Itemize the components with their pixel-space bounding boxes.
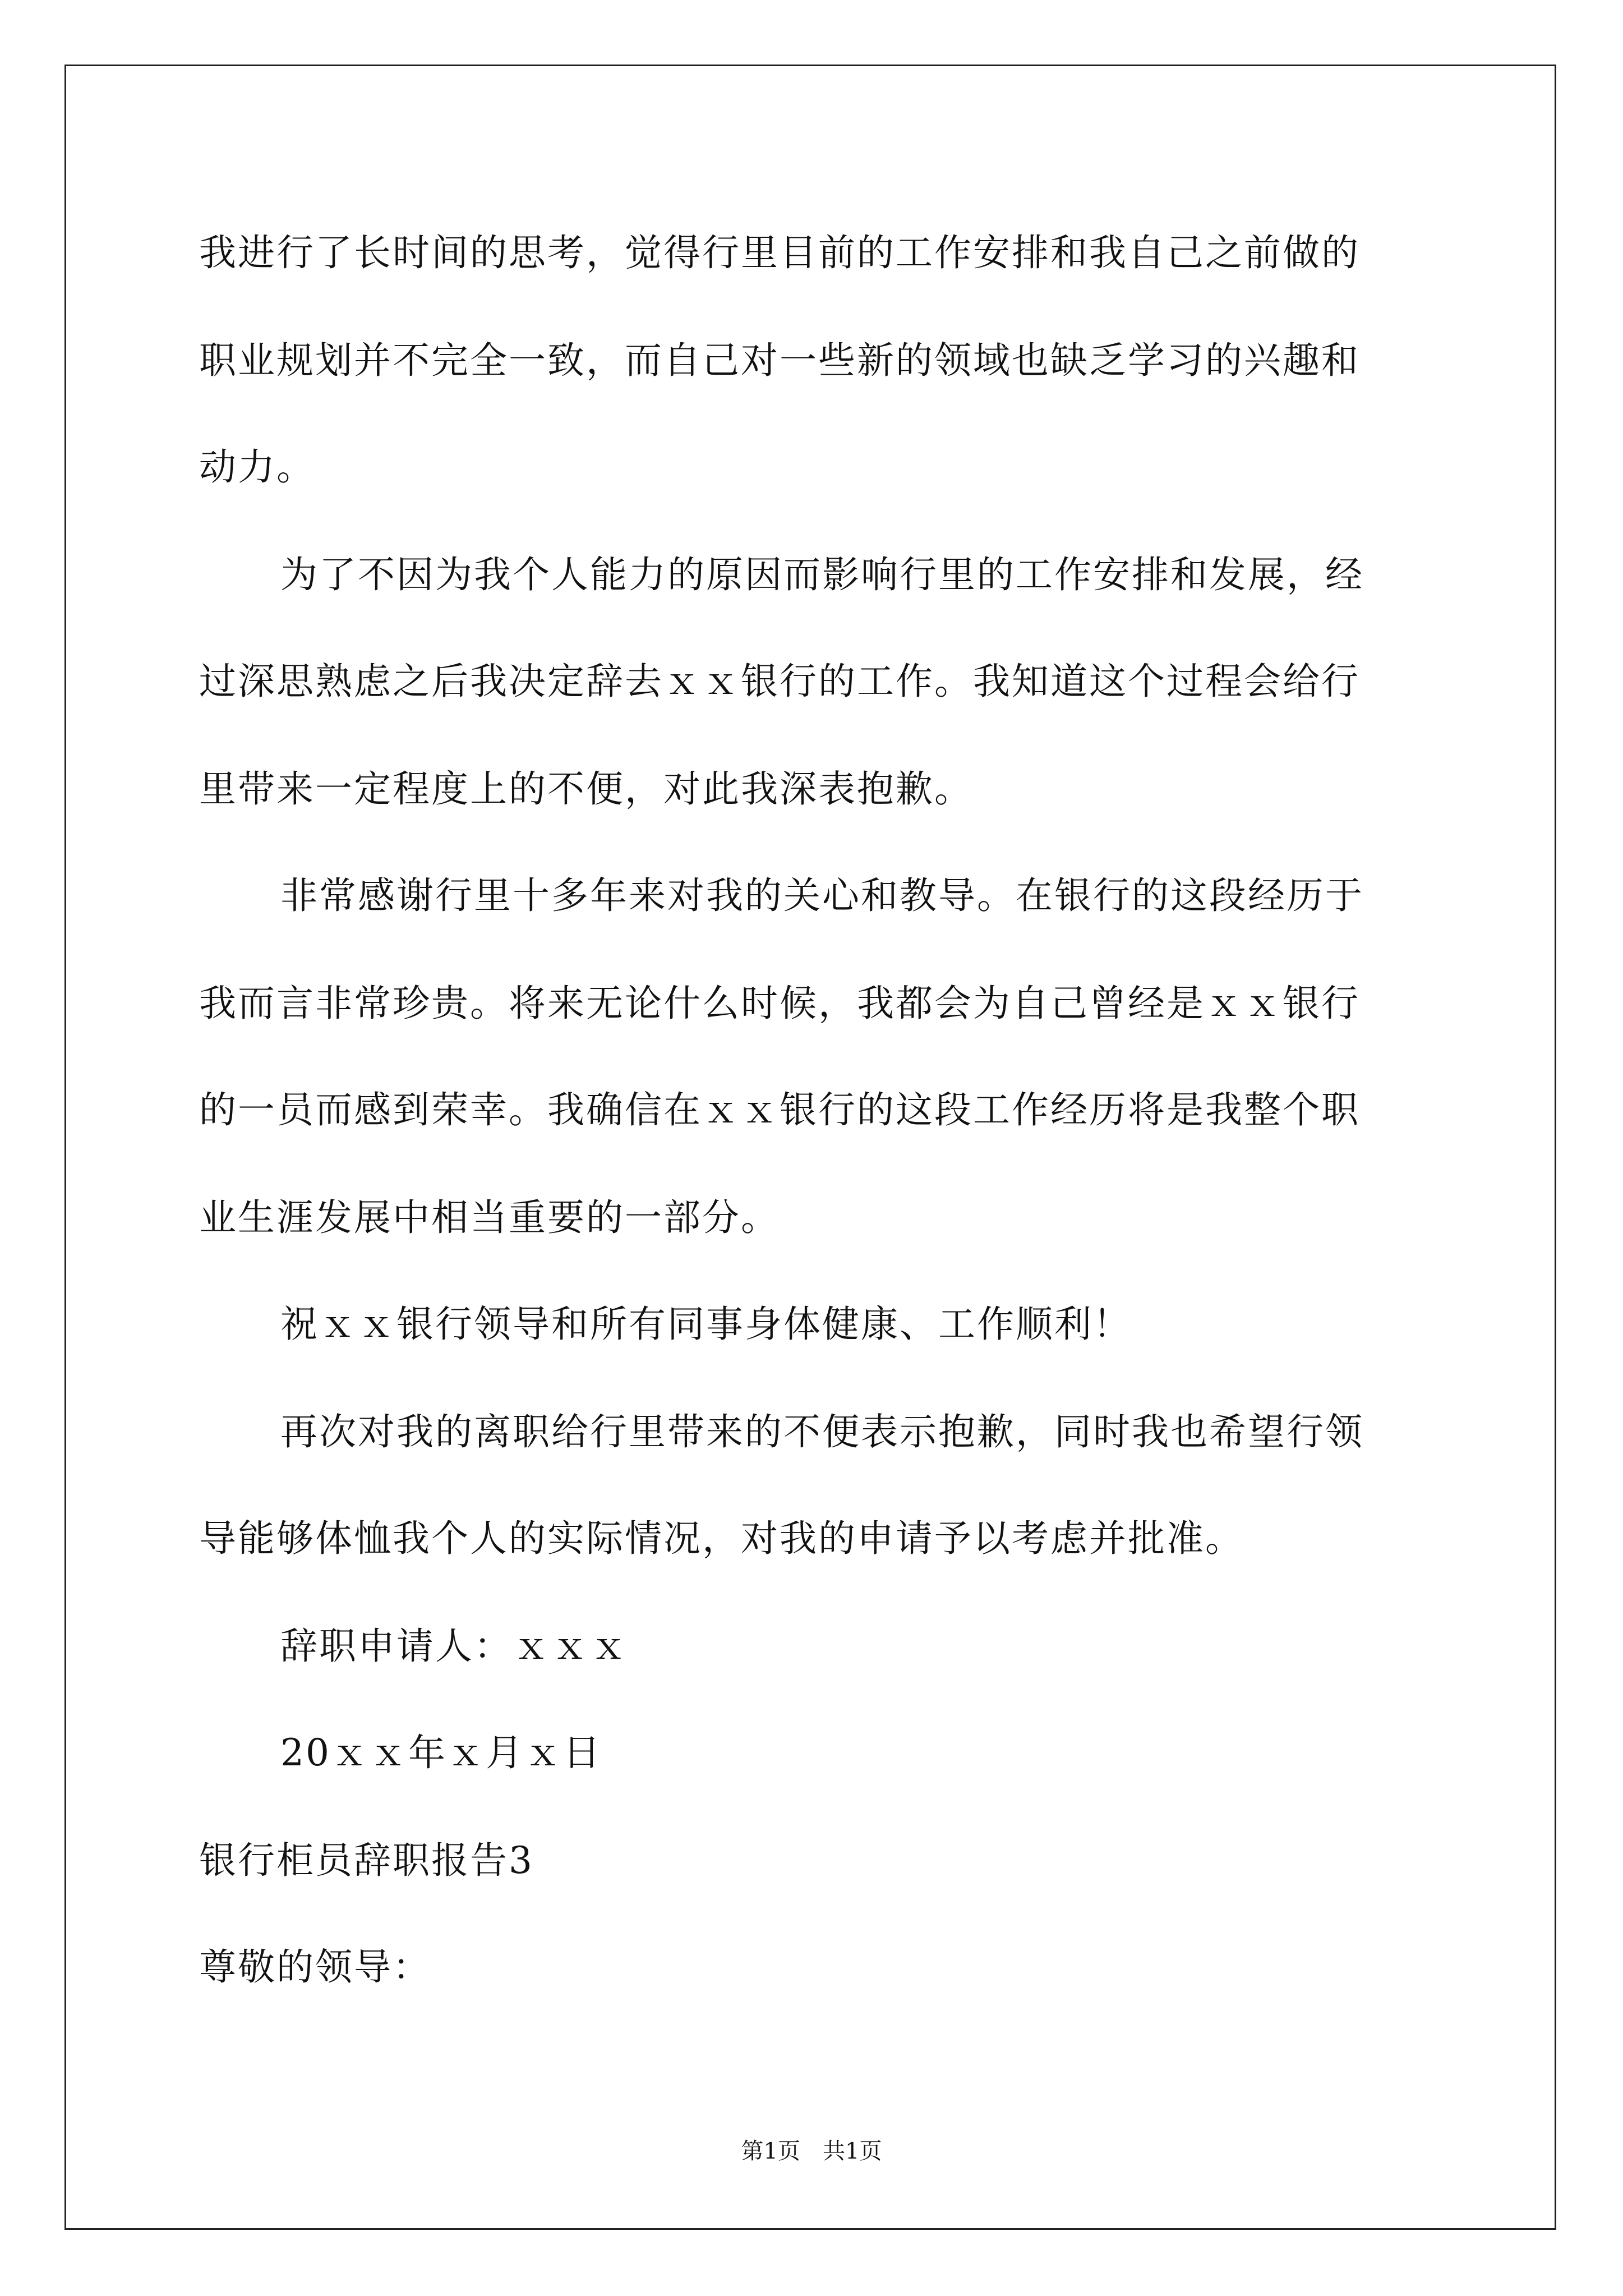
body-line: 过深思熟虑之后我决定辞去ｘｘ银行的工作。我知道这个过程会给行 [199,660,1360,703]
body-line: 祝ｘｘ银行领导和所有同事身体健康、工作顺利！ [280,1303,1132,1346]
body-line: 的一员而感到荣幸。我确信在ｘｘ银行的这段工作经历将是我整个职 [199,1088,1360,1131]
date-line: 20ｘｘ年ｘ月ｘ日 [280,1731,602,1774]
body-line: 里带来一定程度上的不便，对此我深表抱歉。 [199,767,973,811]
salutation: 尊敬的领导： [199,1945,431,1989]
body-line: 动力。 [199,445,315,489]
page-border [64,65,1556,2230]
body-line: 再次对我的离职给行里带来的不便表示抱歉，同时我也希望行领 [280,1410,1364,1453]
body-line: 业生涯发展中相当重要的一部分。 [199,1196,780,1239]
body-line: 导能够体恤我个人的实际情况，对我的申请予以考虑并批准。 [199,1517,1244,1560]
body-line: 非常感谢行里十多年来对我的关心和教导。在银行的这段经历于 [280,874,1364,917]
body-line: 为了不因为我个人能力的原因而影响行里的工作安排和发展，经 [280,553,1364,596]
body-line: 我而言非常珍贵。将来无论什么时候，我都会为自己曾经是ｘｘ银行 [199,982,1360,1025]
signature-line: 辞职申请人：ｘｘｘ [280,1625,629,1668]
body-line: 我进行了长时间的思考，觉得行里目前的工作安排和我自己之前做的 [199,231,1360,274]
page-footer: 第1页 共1页 [741,2138,882,2164]
section-title: 银行柜员辞职报告3 [199,1839,534,1882]
body-line: 职业规划并不完全一致，而自己对一些新的领域也缺乏学习的兴趣和 [199,339,1360,382]
